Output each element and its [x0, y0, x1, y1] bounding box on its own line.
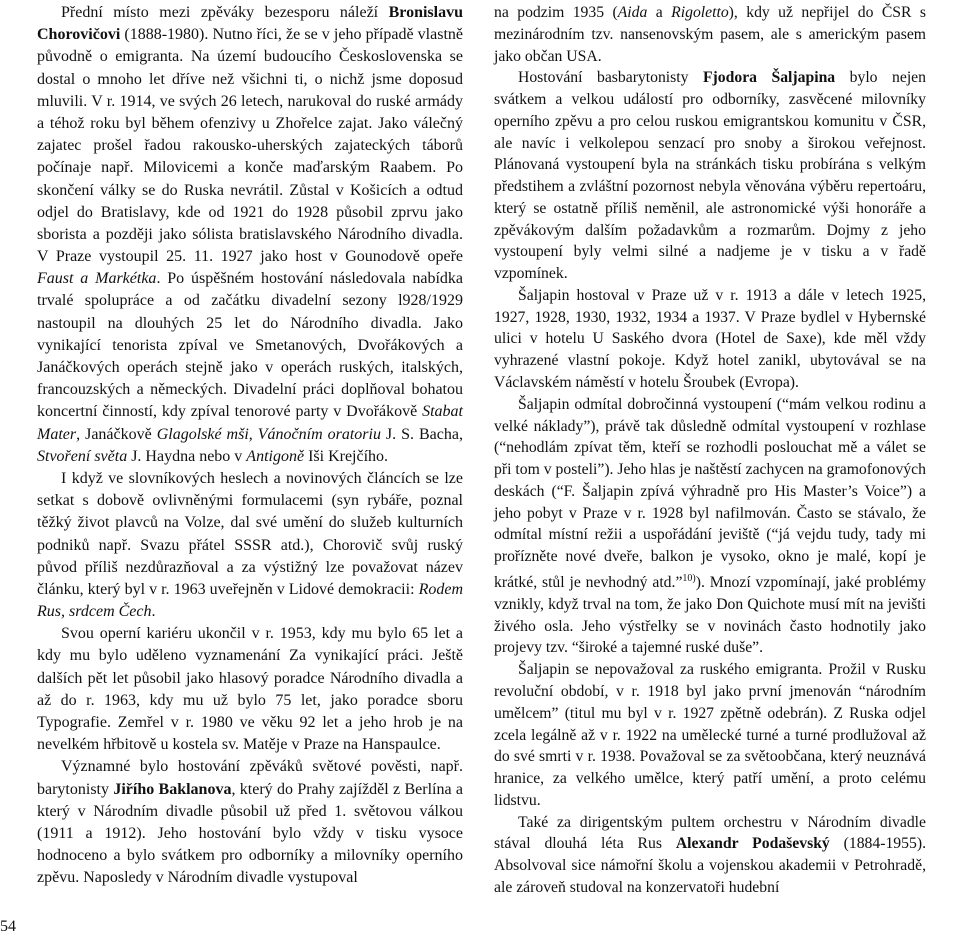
italic-title: Rigoletto — [671, 4, 729, 21]
text-run: ), kdy už nepřijel do ČSR s mezinárodním tzv. nansenovským pasem, ale s americkým pasem jako občan USA. — [494, 4, 927, 65]
text-run: . Po úspěšném hostování následovala nabídka trvalé spolupráce a od začátku divadelní sezony l928/1929 nastoupil na dlouhých 25 let do Národního divadla. Jako vynikající tenorista zpíval ve Smetanových, Dvořákových a Janáčkových operách stejně jako v operách ruských, italských, francouzských a německých. Divadelní práci doplňoval bohatou koncertní činností, kdy zpíval tenorové party v Dvořákově — [37, 270, 464, 421]
text-run: (1884-1955). Absolvoval sice námořní školu a vojenskou akademii v Petrohradě, ale zároveň studoval na konzervatoři hudební — [494, 835, 926, 896]
text-run: , který do Prahy zajížděl z Berlína a který v Národním divadle působil už před 1. světovou válkou (1911 a 1912). Jeho hostování bylo vždy v tisku vysoce hodnoceno a bylo svátkem pro odborníky a milovníky operního zpěvu. Naposledy v Národním divadle vystupoval — [37, 780, 463, 887]
italic-title: Aida — [617, 4, 648, 21]
page-number: 54 — [0, 918, 16, 935]
paragraph — [494, 67, 926, 285]
text-run: bylo nejen svátkem a velkou událostí pro odborníky, zasvěcené milovníky operního zpěvu a pro celou ruskou emigrantskou komunitu v ČSR, ale navíc i velkolepou senzací pro snoby a širokou veřejnost. Plánovaná vystoupení byla na stránkách tisku probírána s velkým předstihem a zvláštní pozornost nebyla věnována výběru repertoáru, který se ostatně příliš neměnil, ale astronomické výši honoráře a zpěvákovým dalším požadavkům a rozmarům. Dojmy z jeho vystoupení byly velmi silné a nadjeme je v tisku a v řadě vzpomínek. — [494, 69, 926, 283]
paragraph — [494, 285, 926, 394]
bold-name: Alexandr Podaševský — [675, 835, 830, 853]
text-run: (1888-1980). Nutno říci, že se v jeho případě vlastně původně o emigranta. Na území budoucího Československa se dostal o mnoho let dříve než všichni ti, o nichž jsme doposud mluvili. V r. 1914, ve svých 26 letech, narukoval do ruské armády a téhož roku byl během ofenzivy u Zhořelce zajat. Jako válečný zajatec prošel řadou rakousko-uherských zajateckých táborů počínaje např. Milovicemi a konče maďarským Raabem. Po skončení války se do Ruska nevrátil. Zůstal v Košicích a odtud odjel do Bratislavy, kde od 1921 do 1928 působil zprvu jako sborista a později jako sólista bratislavského Národního divadla. V Praze vystoupil 25. 11. 1927 jako host v Gounodově opeře — [37, 26, 463, 266]
text-run: Významné bylo hostování zpěváků světové pověsti, např. barytonisty — [37, 758, 463, 798]
paragraph — [494, 659, 926, 811]
text-run: Svou operní kariéru ukončil v r. 1953, kdy mu bylo 65 let a kdy mu bylo uděleno vyznamenání Za vynikající práci. Ještě dalších pět let působil jako hlasový poradce Národního divadla a až do r. 1963, kdy mu už bylo 75 let, jako poradce sboru Typografie. Zemřel v r. 1980 ve věku 92 let a jeho hrob je na nevelkém hřbitově u kostela sv. Matěje v Praze na Hanspaulce. — [37, 625, 463, 754]
text-run: Hostování basbarytonisty — [518, 69, 703, 87]
text-column-left — [37, 2, 463, 890]
text-run: , Janáčkově — [76, 425, 157, 443]
text-column-right — [494, 2, 926, 899]
paragraph — [37, 756, 463, 889]
italic-title: Rodem Rus, srdcem Čech — [37, 580, 463, 621]
text-run: J. S. Bacha, — [380, 425, 463, 443]
text-run: Přední místo mezi zpěváky bezesporu náleží — [61, 4, 389, 21]
italic-title: Antigoně — [246, 447, 305, 465]
italic-title: Glagolské mši, Vánočním oratoriu — [156, 425, 381, 443]
bold-name: Fjodora Šaljapina — [702, 69, 836, 87]
text-run: na podzim 1935 ( — [494, 4, 618, 21]
text-run: Šaljapin odmítal dobročinná vystoupení (“mám velkou rodinu a velké náklady”), právě tak důsledně odmítal vystoupení v rozhlase (“nehodlám zpívat těm, kteří se rozhodli poslouchat mě a válet se při tom v posteli”). Jeho hlas je naštěstí zachycen na gramofonových deskách (“F. Šaljapin zpívá výhradně pro His Master’s Voice”) a jeho pobyt v Praze v r. 1928 byl nafilmován. Často se stávalo, že odmítal místní režii a uspořádání jeviště (“já vejdu tudy, tady mi prořízněte nové dveře, balkon je vysoko, okno je malé, kopí je krátké, stůl je nevhodný atd.” — [494, 395, 926, 592]
paragraph — [37, 623, 463, 756]
text-run: Šaljapin se nepovažoval za ruského emigranta. Prožil v Rusku revoluční období, v r. 1918 byl jako první jmenován “národním umělcem” (titul mu byl v r. 1927 zpětně odebrán). Z Ruska odjel zcela legálně až v r. 1922 na umělecké turné a turné prodlužoval až do své smrti v r. 1938. Považoval se za světoobčana, který neuznává hranice, za velkého umělce, který patří umění, a proto celému lidstvu. — [494, 661, 926, 809]
paragraph — [494, 812, 926, 899]
italic-title: Stvoření světa — [37, 447, 128, 465]
text-run: J. Haydna nebo v — [127, 447, 247, 465]
italic-title: Faust a Markétka — [37, 270, 157, 288]
text-run: Také za dirigentským pultem orchestru v Národním divadle stával dlouhá léta Rus — [494, 813, 926, 853]
paragraph — [37, 2, 463, 468]
italic-title: Stabat Mater — [37, 403, 463, 443]
text-run: Šaljapin hostoval v Praze už v r. 1913 a dále v letech 1925, 1927, 1928, 1930, 1932, 1934 a 1937. V Praze bydlel v Hybernské ulici v hotelu U Saského dvora (Hotel de Saxe), kde měl vždy vyhrazené vlastní pokoje. Když hotel zanikl, ubytovával se na Václavském náměstí v hotelu Šroubek (Evropa). — [494, 286, 926, 392]
text-run: a — [647, 4, 672, 21]
text-run: I když ve slovníkových heslech a novinových článcích se lze setkat s dobově ovlivněnými formulacemi (syn rybáře, poznal těžký život plavců na Volze, dal své umění do služeb kulturních podniků např. Svazu přátel SSSR atd.), Chorovič svůj ruský původ příliš nezdůrazňoval a za výstižný lze považovat název článku, který byl v r. 1963 uveřejněn v Lidové demokracii: — [37, 469, 463, 598]
footnote-ref: 10) — [682, 572, 696, 584]
bold-name: Bronislavu Chorovičovi — [37, 4, 463, 44]
text-run: . — [151, 603, 156, 621]
text-run: Iši Krejčího. — [304, 447, 389, 465]
paragraph — [37, 468, 463, 623]
text-run: ). Mnozí vzpomínají, jaké problémy vznikly, když trval na tom, že jako Don Quichote musí mít na jevišti živého osla. Jeho výstřelky se v novinách často hodnotily jako projevy tzv. “široké a tajemné ruské duše”. — [494, 574, 927, 657]
paragraph — [494, 394, 926, 659]
paragraph — [494, 2, 926, 67]
bold-name: Jiřího Baklanova — [113, 780, 232, 798]
